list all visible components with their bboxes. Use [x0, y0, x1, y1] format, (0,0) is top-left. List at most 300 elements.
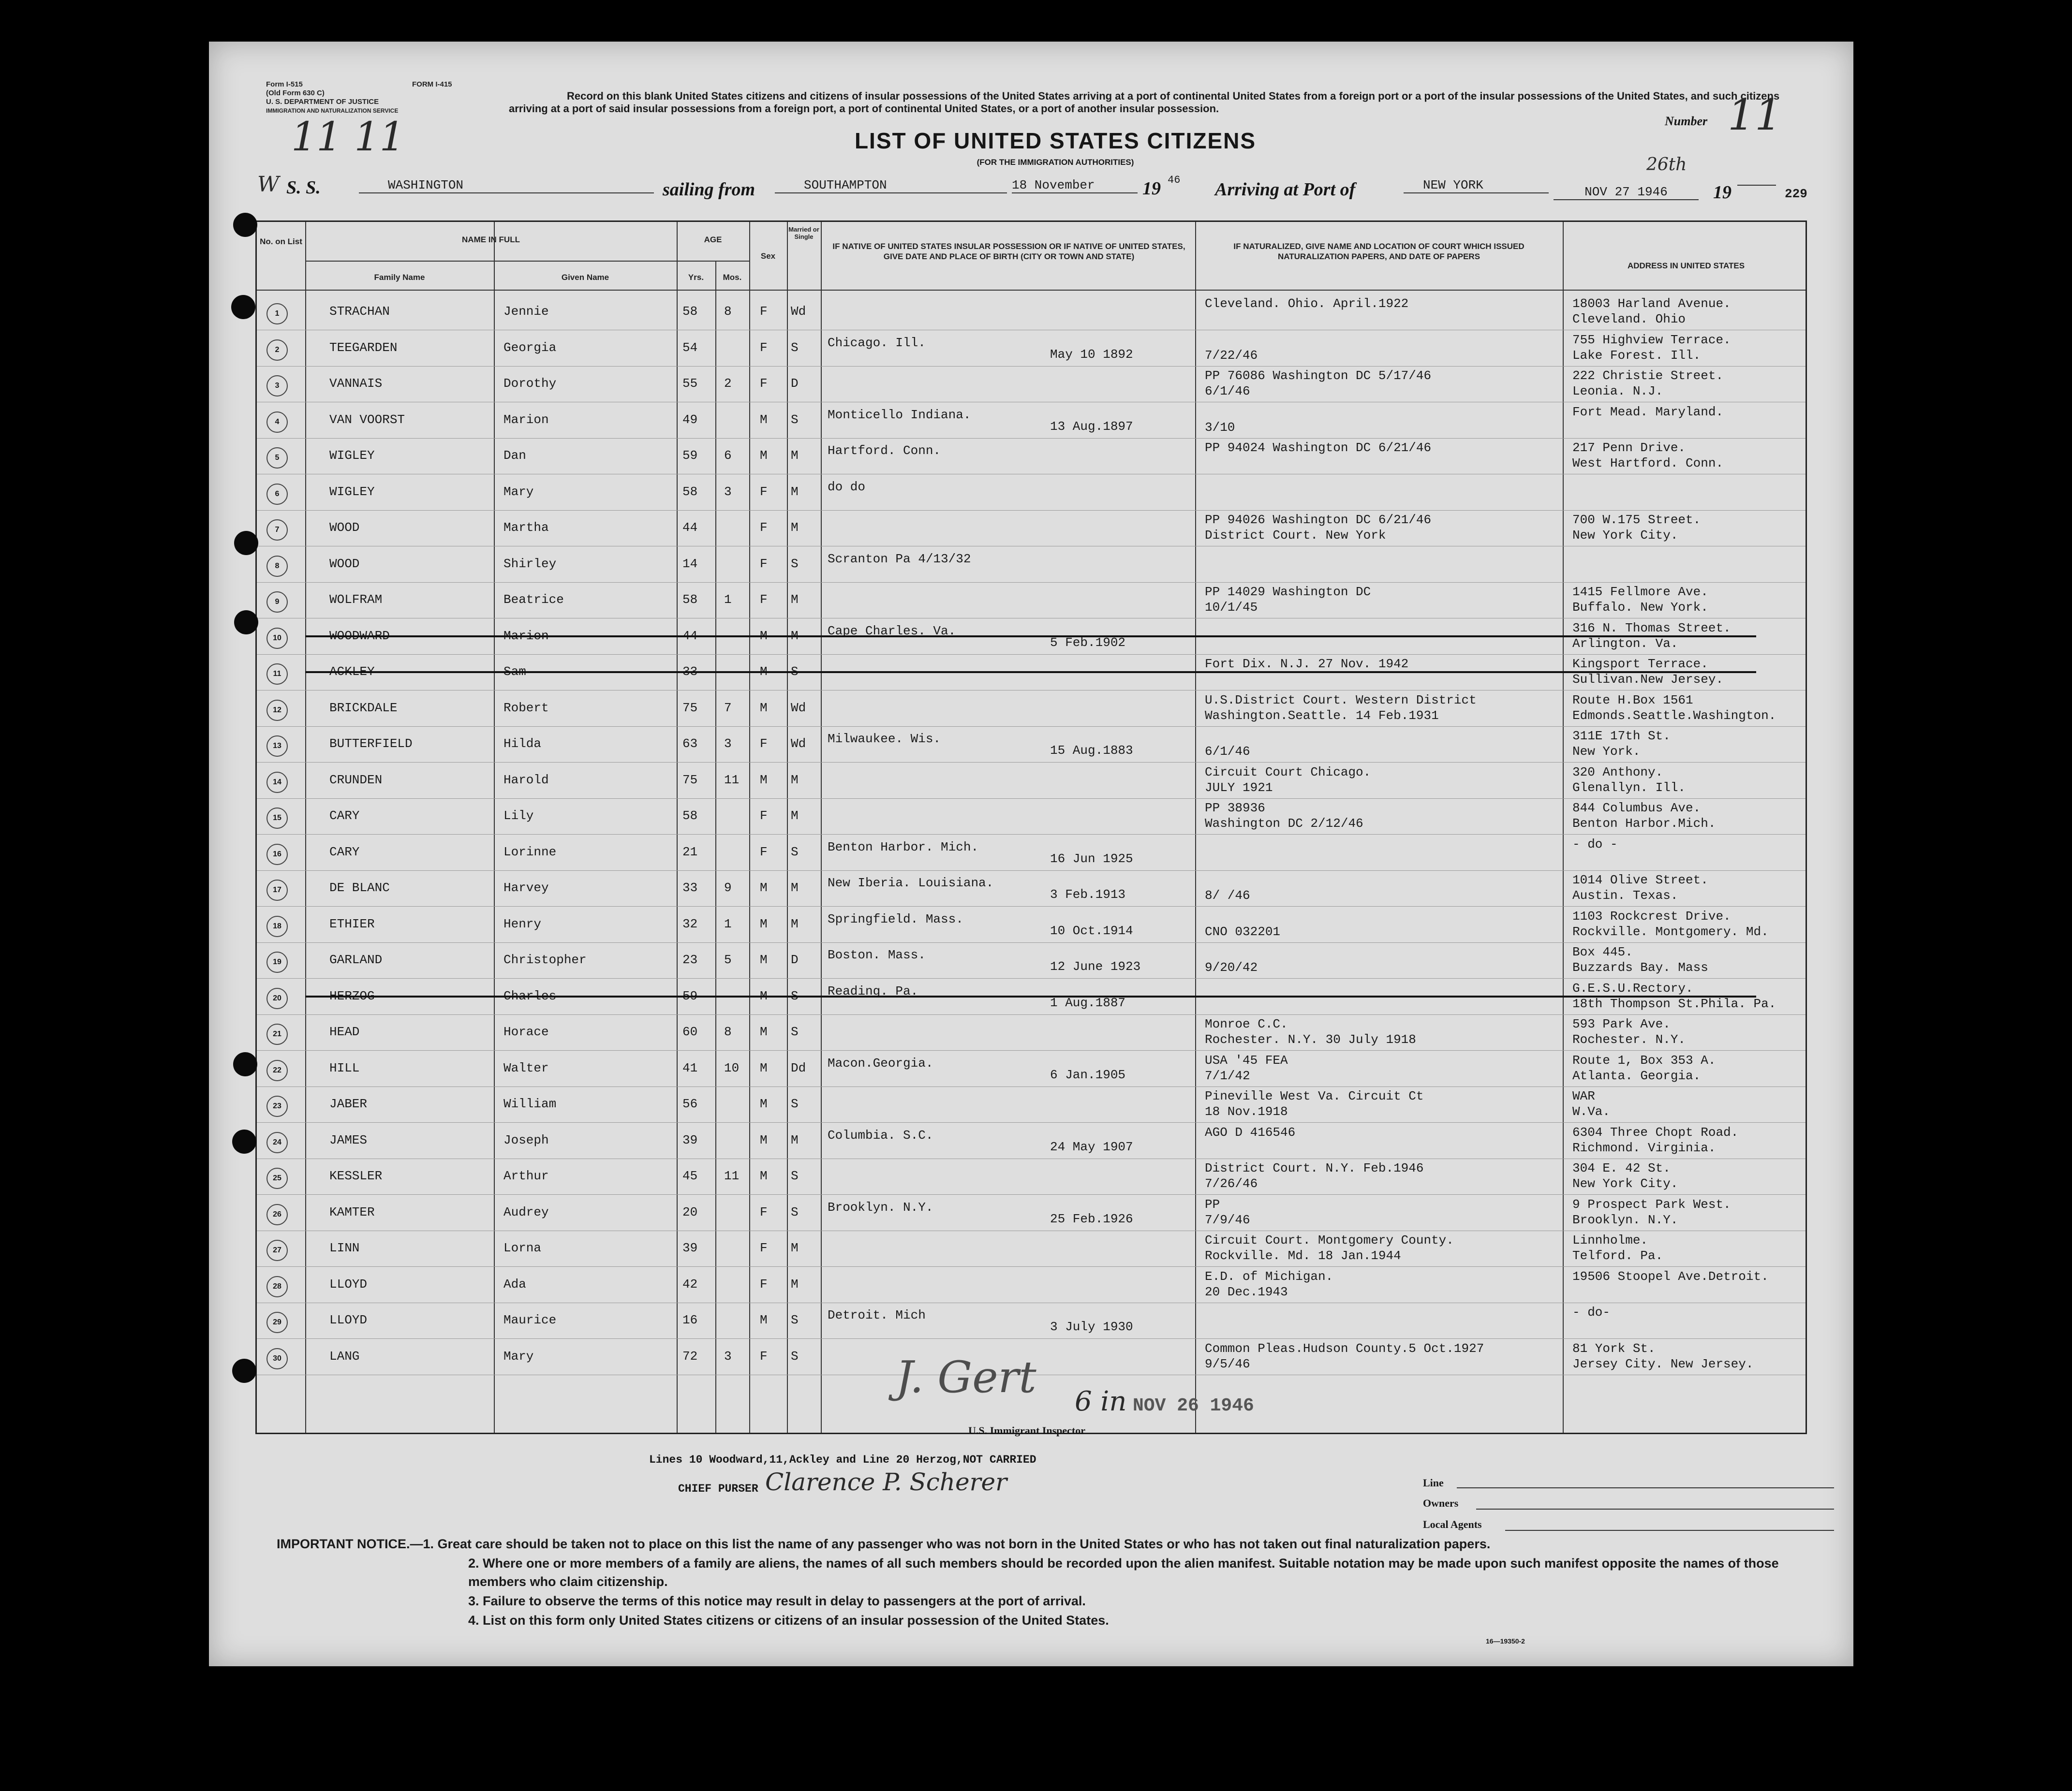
family-name: WOODWARD	[329, 628, 390, 643]
address-line-1: 9 Prospect Park West.	[1572, 1197, 1731, 1212]
birth-place: New Iberia. Louisiana.	[828, 876, 994, 890]
sex: F	[760, 808, 768, 823]
age-years: 21	[682, 844, 698, 859]
arriving-label: Arriving at Port of	[1215, 179, 1356, 200]
naturalization: Circuit Court Chicago.	[1205, 764, 1371, 779]
birth-date: 24 May 1907	[1050, 1139, 1133, 1154]
row-number: 5	[266, 447, 288, 469]
age-years: 72	[682, 1349, 698, 1364]
address-line-1: Route H.Box 1561	[1572, 692, 1693, 707]
ss-label: S. S.	[286, 177, 321, 198]
address-line-1: 311E 17th St.	[1572, 729, 1671, 743]
family-name: CARY	[329, 844, 360, 859]
given-name: Harold	[503, 772, 549, 787]
header-naturalized: IF NATURALIZED, GIVE NAME AND LOCATION OF COURT WHICH ISSUED NATURALIZATION PAPERS, AND DATE OF PAPERS	[1233, 242, 1524, 261]
row-number: 9	[266, 591, 288, 613]
age-months: 8	[724, 1025, 732, 1039]
age-years: 45	[682, 1169, 698, 1183]
given-name: Charles	[503, 988, 557, 1003]
table-row	[257, 1051, 1806, 1087]
address-line-2: W.Va.	[1572, 1104, 1611, 1119]
address-line-1: Linnholme.	[1572, 1233, 1648, 1248]
address-line-1: G.E.S.U.Rectory.	[1572, 981, 1693, 996]
age-years: 42	[682, 1277, 698, 1292]
birth-date: 25 Feb.1926	[1050, 1211, 1133, 1226]
row-number: 24	[266, 1132, 288, 1153]
address-line-2: Edmonds.Seattle.Washington.	[1572, 708, 1776, 723]
marital-status: D	[791, 376, 799, 391]
birth-date: 16 Jun 1925	[1050, 851, 1133, 866]
family-name: VAN VOORST	[329, 412, 405, 427]
row-number: 30	[266, 1348, 288, 1369]
family-name: WOLFRAM	[329, 592, 383, 607]
birth-date: 1 Aug.1887	[1050, 995, 1126, 1010]
given-name: Horace	[503, 1025, 549, 1039]
address-line-1: 81 York St.	[1572, 1341, 1656, 1356]
sex: M	[760, 988, 768, 1003]
birth-place: Columbia. S.C.	[828, 1128, 933, 1143]
family-name: BUTTERFIELD	[329, 736, 413, 751]
age-months: 1	[724, 592, 732, 607]
table-row	[257, 331, 1806, 367]
sex: F	[760, 844, 768, 859]
given-name: Arthur	[503, 1169, 549, 1183]
family-name: CARY	[329, 808, 360, 823]
service-label: IMMIGRATION AND NATURALIZATION SERVICE	[266, 107, 399, 114]
sailing-from	[775, 178, 1007, 193]
strike-through-line	[305, 996, 1756, 998]
strike-through-line	[305, 671, 1756, 673]
age-years: 49	[682, 412, 698, 427]
naturalization-detail: Washington DC 2/12/46	[1205, 816, 1363, 831]
naturalization-detail: District Court. New York	[1205, 528, 1386, 543]
marital-status: M	[791, 1241, 799, 1255]
naturalization-detail: JULY 1921	[1205, 780, 1273, 795]
marital-status: M	[791, 628, 799, 643]
row-number: 11	[266, 663, 288, 685]
birth-place: Reading. Pa.	[828, 984, 918, 998]
year-prefix: 19	[1142, 178, 1161, 199]
age-years: 23	[682, 953, 698, 967]
age-months: 11	[724, 1169, 740, 1183]
family-name: HILL	[329, 1060, 360, 1075]
row-number: 19	[266, 952, 288, 973]
line-field	[1457, 1487, 1834, 1488]
row-number: 26	[266, 1204, 288, 1225]
sex: M	[760, 628, 768, 643]
sex: M	[760, 881, 768, 895]
given-name: Mary	[503, 1349, 534, 1364]
table-row	[257, 727, 1806, 763]
address-line-2: 18th Thompson St.Phila. Pa.	[1572, 996, 1776, 1011]
table-body	[257, 294, 1806, 1431]
form-number-right: FORM I-415	[412, 80, 452, 88]
age-years: 58	[682, 808, 698, 823]
age-years: 14	[682, 556, 698, 571]
given-name: Maurice	[503, 1313, 557, 1327]
punch-hole	[233, 213, 257, 237]
table-row	[257, 871, 1806, 907]
age-years: 39	[682, 1241, 698, 1255]
naturalization-detail: 3/10	[1205, 420, 1235, 435]
address-line-2: New York City.	[1572, 1176, 1678, 1191]
given-name: Robert	[503, 700, 549, 715]
age-months: 3	[724, 484, 732, 499]
address-line-2: Telford. Pa.	[1572, 1248, 1663, 1263]
given-name: Lily	[503, 808, 534, 823]
sex: F	[760, 340, 768, 355]
form-old: (Old Form 630 C)	[266, 89, 325, 97]
birth-place: Cape Charles. Va.	[828, 623, 956, 638]
marital-status: M	[791, 808, 799, 823]
given-name: Lorinne	[503, 844, 557, 859]
sex: F	[760, 736, 768, 751]
address-line-2: Glenallyn. Ill.	[1572, 780, 1686, 795]
table-row	[257, 979, 1806, 1015]
age-years: 44	[682, 520, 698, 535]
sex: M	[760, 772, 768, 787]
birth-date: 13 Aug.1897	[1050, 419, 1133, 434]
address-line-2: West Hartford. Conn.	[1572, 456, 1724, 470]
naturalization: District Court. N.Y. Feb.1946	[1205, 1161, 1424, 1175]
row-number: 14	[266, 772, 288, 793]
address-line-1: Fort Mead. Maryland.	[1572, 404, 1724, 419]
birth-place: do do	[828, 479, 866, 494]
birth-place: Boston. Mass.	[828, 948, 926, 962]
naturalization: PP 14029 Washington DC	[1205, 585, 1371, 599]
row-number: 20	[266, 988, 288, 1009]
naturalization-detail: 7/26/46	[1205, 1176, 1258, 1191]
naturalization: Fort Dix. N.J. 27 Nov. 1942	[1205, 657, 1409, 671]
naturalization: U.S.District Court. Western District	[1205, 692, 1477, 707]
table-row	[257, 763, 1806, 799]
sailing-date: 18 November	[1012, 178, 1138, 193]
number-label: Number	[1665, 114, 1708, 128]
birth-place: Macon.Georgia.	[828, 1056, 933, 1071]
inspector-signature: J. Gert	[896, 1352, 1036, 1403]
address-line-2: Leonia. N.J.	[1572, 384, 1663, 398]
sex: F	[760, 1349, 768, 1364]
notice-1: 1. Great care should be taken not to place on this list the name of any passenger who was not born in the United States or who has not taken out final naturalization papers.	[423, 1537, 1491, 1551]
header-divider	[257, 290, 1806, 291]
marital-status: M	[791, 881, 799, 895]
family-name: WOOD	[329, 556, 360, 571]
table-row	[257, 583, 1806, 618]
family-name: STRACHAN	[329, 304, 390, 319]
given-name: Sam	[503, 664, 526, 679]
age-years: 32	[682, 916, 698, 931]
naturalization: AGO D 416546	[1205, 1125, 1296, 1140]
naturalization-detail: 7/1/42	[1205, 1068, 1250, 1083]
arrival-date: NOV 27 1946	[1554, 185, 1699, 200]
sex: M	[760, 916, 768, 931]
given-name: Ada	[503, 1277, 526, 1292]
naturalization-detail: Rockville. Md. 18 Jan.1944	[1205, 1248, 1401, 1263]
birth-date: 15 Aug.1883	[1050, 743, 1133, 758]
naturalization: USA '45 FEA	[1205, 1053, 1288, 1068]
page-subtitle: (FOR THE IMMIGRATION AUTHORITIES)	[977, 158, 1134, 167]
sex: F	[760, 556, 768, 571]
given-name: Lorna	[503, 1241, 542, 1255]
age-months: 10	[724, 1060, 740, 1075]
row-number: 10	[266, 628, 288, 649]
table-row	[257, 1159, 1806, 1195]
row-number: 25	[266, 1168, 288, 1189]
table-row	[257, 475, 1806, 511]
row-number: 6	[266, 484, 288, 505]
table-row	[257, 1303, 1806, 1339]
punch-hole	[232, 1130, 256, 1154]
row-number: 4	[266, 411, 288, 433]
family-name: LINN	[329, 1241, 360, 1255]
marital-status: M	[791, 1277, 799, 1292]
age-years: 20	[682, 1204, 698, 1219]
sex: M	[760, 412, 768, 427]
family-name: WOOD	[329, 520, 360, 535]
sex: M	[760, 700, 768, 715]
age-years: 58	[682, 304, 698, 319]
row-number: 3	[266, 375, 288, 396]
family-name: TEEGARDEN	[329, 340, 398, 355]
number-value: 11	[1728, 90, 1782, 140]
table-row	[257, 835, 1806, 871]
family-name: JAMES	[329, 1132, 368, 1147]
agents-label: Local Agents	[1423, 1518, 1482, 1530]
header-address: ADDRESS IN UNITED STATES	[1627, 261, 1745, 270]
sex: F	[760, 304, 768, 319]
table-row	[257, 511, 1806, 546]
marital-status: M	[791, 448, 799, 463]
given-name: Jennie	[503, 304, 549, 319]
sex: F	[760, 484, 768, 499]
row-number: 18	[266, 916, 288, 937]
marital-status: S	[791, 340, 799, 355]
naturalization-detail: CNO 032201	[1205, 924, 1281, 939]
sex: M	[760, 1097, 768, 1111]
header-native: IF NATIVE OF UNITED STATES INSULAR POSSESSION OR IF NATIVE OF UNITED STATES, GIVE DATE AND PLACE OF BIRTH (CITY OR TOWN AND STATE)	[832, 242, 1185, 261]
given-name: Walter	[503, 1060, 549, 1075]
address-line-1: 1415 Fellmore Ave.	[1572, 585, 1708, 599]
given-name: Audrey	[503, 1204, 549, 1219]
age-years: 56	[682, 1097, 698, 1111]
age-months: 3	[724, 736, 732, 751]
dept-label: U. S. DEPARTMENT OF JUSTICE	[266, 98, 379, 106]
punch-hole	[233, 1052, 257, 1076]
family-name: BRICKDALE	[329, 700, 398, 715]
sex: F	[760, 376, 768, 391]
naturalization-detail: 7/9/46	[1205, 1212, 1250, 1227]
passenger-table	[255, 220, 1807, 1434]
sex: M	[760, 664, 768, 679]
manifest-sheet	[209, 42, 1853, 1666]
year-suffix: 46	[1168, 174, 1181, 186]
naturalization-detail: 6/1/46	[1205, 744, 1250, 759]
age-years: 75	[682, 772, 698, 787]
address-line-2: Buzzards Bay. Mass	[1572, 960, 1708, 975]
naturalization: Common Pleas.Hudson County.5 Oct.1927	[1205, 1341, 1484, 1356]
birth-place: Milwaukee. Wis.	[828, 732, 941, 746]
row-number: 2	[266, 339, 288, 361]
naturalization-detail: 7/22/46	[1205, 348, 1258, 363]
table-row	[257, 1015, 1806, 1051]
birth-date: 5 Feb.1902	[1050, 635, 1126, 650]
ss-prefix: W	[257, 172, 280, 197]
header-divider	[305, 261, 749, 262]
address-line-1: 1103 Rockcrest Drive.	[1572, 909, 1731, 924]
row-number: 12	[266, 700, 288, 721]
naturalization: E.D. of Michigan.	[1205, 1269, 1333, 1284]
row-number: 1	[266, 303, 288, 324]
naturalization: PP 94026 Washington DC 6/21/46	[1205, 513, 1432, 527]
family-name: LANG	[329, 1349, 360, 1364]
family-name: DE BLANC	[329, 881, 390, 895]
naturalization-detail: 18 Nov.1918	[1205, 1104, 1288, 1119]
given-name: Beatrice	[503, 592, 564, 607]
birth-date: May 10 1892	[1050, 347, 1133, 362]
marital-status: Dd	[791, 1060, 806, 1075]
header-family-name: Family Name	[374, 273, 425, 282]
marital-status: S	[791, 1097, 799, 1111]
naturalization: PP	[1205, 1197, 1220, 1212]
birth-place: Scranton Pa 4/13/32	[828, 551, 971, 566]
address-line-1: 6304 Three Chopt Road.	[1572, 1125, 1739, 1140]
address-line-2: Rockville. Montgomery. Md.	[1572, 924, 1769, 939]
ship-name	[359, 178, 654, 193]
marital-status: S	[791, 664, 799, 679]
given-name: Dan	[503, 448, 526, 463]
table-row	[257, 294, 1806, 330]
given-name: Marion	[503, 628, 549, 643]
ship-name-text: WASHINGTON	[388, 178, 464, 192]
table-row	[257, 1231, 1806, 1267]
address-line-1: Kingsport Terrace.	[1572, 657, 1708, 671]
row-number: 13	[266, 735, 288, 757]
family-name: JABER	[329, 1097, 368, 1111]
age-months: 2	[724, 376, 732, 391]
given-name: Hilda	[503, 736, 542, 751]
chief-purser-signature: Clarence P. Scherer	[765, 1468, 1007, 1496]
family-name: HERZOG	[329, 988, 375, 1003]
table-row	[257, 439, 1806, 474]
strike-through-line	[305, 635, 1756, 637]
arrival-year-prefix: 19	[1713, 182, 1732, 203]
address-line-2: Atlanta. Georgia.	[1572, 1068, 1701, 1083]
address-line-1: WAR	[1572, 1089, 1595, 1103]
marital-status: M	[791, 592, 799, 607]
naturalization-detail: 8/ /46	[1205, 888, 1250, 903]
marital-status: S	[791, 556, 799, 571]
family-name: VANNAIS	[329, 376, 383, 391]
birth-place: Benton Harbor. Mich.	[828, 839, 979, 854]
family-name: WIGLEY	[329, 484, 375, 499]
handwritten-number-topleft: 11 11	[291, 114, 405, 160]
naturalization-detail: 10/1/45	[1205, 600, 1258, 615]
owners-label: Owners	[1423, 1497, 1459, 1509]
naturalization: PP 38936	[1205, 801, 1265, 815]
marital-status: S	[791, 1169, 799, 1183]
sex: F	[760, 1204, 768, 1219]
marital-status: S	[791, 1204, 799, 1219]
age-years: 39	[682, 1132, 698, 1147]
punch-hole	[234, 531, 258, 555]
line-label: Line	[1423, 1477, 1444, 1489]
arriving-port-text: NEW YORK	[1423, 178, 1483, 192]
naturalization: PP 94024 Washington DC 6/21/46	[1205, 440, 1432, 455]
address-line-2: Brooklyn. N.Y.	[1572, 1212, 1678, 1227]
given-name: Marion	[503, 412, 549, 427]
notice-label: IMPORTANT NOTICE.—	[277, 1537, 423, 1551]
birth-place: Springfield. Mass.	[828, 911, 963, 926]
naturalization-detail: 6/1/46	[1205, 384, 1250, 398]
table-row	[257, 943, 1806, 979]
marital-status: D	[791, 953, 799, 967]
age-months: 11	[724, 772, 740, 787]
naturalization: Pineville West Va. Circuit Ct	[1205, 1089, 1424, 1103]
family-name: WIGLEY	[329, 448, 375, 463]
age-years: 75	[682, 700, 698, 715]
table-row	[257, 619, 1806, 655]
birth-date: 3 July 1930	[1050, 1320, 1133, 1334]
age-years: 55	[682, 376, 698, 391]
record-instructions: Record on this blank United States citizens and citizens of insular possessions of the United States arriving at a port of continental United States from a foreign port or a port of the insular possessions of the United States, and such citizens arriving at a port of said insular possessions from a foreign port, a port of continental United States, or a port of another insular possession.	[509, 90, 1780, 115]
address-line-1: 700 W.175 Street.	[1572, 513, 1701, 527]
form-number-left: Form I-515	[266, 80, 303, 88]
marital-status: Wd	[791, 736, 806, 751]
table-row	[257, 1195, 1806, 1231]
address-line-1: 18003 Harland Avenue.	[1572, 296, 1731, 311]
address-line-1: 304 E. 42 St.	[1572, 1161, 1671, 1175]
row-number: 27	[266, 1240, 288, 1261]
given-name: Christopher	[503, 953, 587, 967]
age-years: 54	[682, 340, 698, 355]
marital-status: M	[791, 1132, 799, 1147]
given-name: Georgia	[503, 340, 557, 355]
address-line-1: 316 N. Thomas Street.	[1572, 620, 1731, 635]
family-name: GARLAND	[329, 953, 383, 967]
given-name: William	[503, 1097, 557, 1111]
address-line-2: Jersey City. New Jersey.	[1572, 1356, 1754, 1371]
row-number: 16	[266, 844, 288, 865]
address-line-2: Sullivan.New Jersey.	[1572, 672, 1724, 687]
birth-date: 10 Oct.1914	[1050, 923, 1133, 938]
address-line-2: Cleveland. Ohio	[1572, 312, 1686, 326]
family-name: KESSLER	[329, 1169, 383, 1183]
address-line-1: Box 445.	[1572, 945, 1633, 959]
address-line-1: 755 Highview Terrace.	[1572, 332, 1731, 347]
naturalization-detail: 9/20/42	[1205, 960, 1258, 975]
table-row	[257, 1267, 1806, 1303]
owners-field	[1476, 1509, 1834, 1510]
age-years: 58	[682, 592, 698, 607]
sex: M	[760, 1169, 768, 1183]
marital-status: M	[791, 520, 799, 535]
chief-purser-label: CHIEF PURSER	[678, 1483, 758, 1495]
naturalization-detail: 9/5/46	[1205, 1356, 1250, 1371]
row-number: 15	[266, 807, 288, 829]
address-line-1: 1014 Olive Street.	[1572, 873, 1708, 887]
page-code: 229	[1785, 187, 1807, 201]
sex: F	[760, 520, 768, 535]
sex: M	[760, 1132, 768, 1147]
header-sex: Sex	[760, 251, 776, 261]
birth-date: 3 Feb.1913	[1050, 887, 1126, 902]
form-code: 16—19350-2	[1486, 1637, 1525, 1645]
table-row	[257, 547, 1806, 583]
sex: M	[760, 1313, 768, 1327]
birth-place: Detroit. Mich	[828, 1308, 926, 1322]
birth-place: Brooklyn. N.Y.	[828, 1200, 933, 1215]
arrival-year	[1737, 185, 1776, 186]
